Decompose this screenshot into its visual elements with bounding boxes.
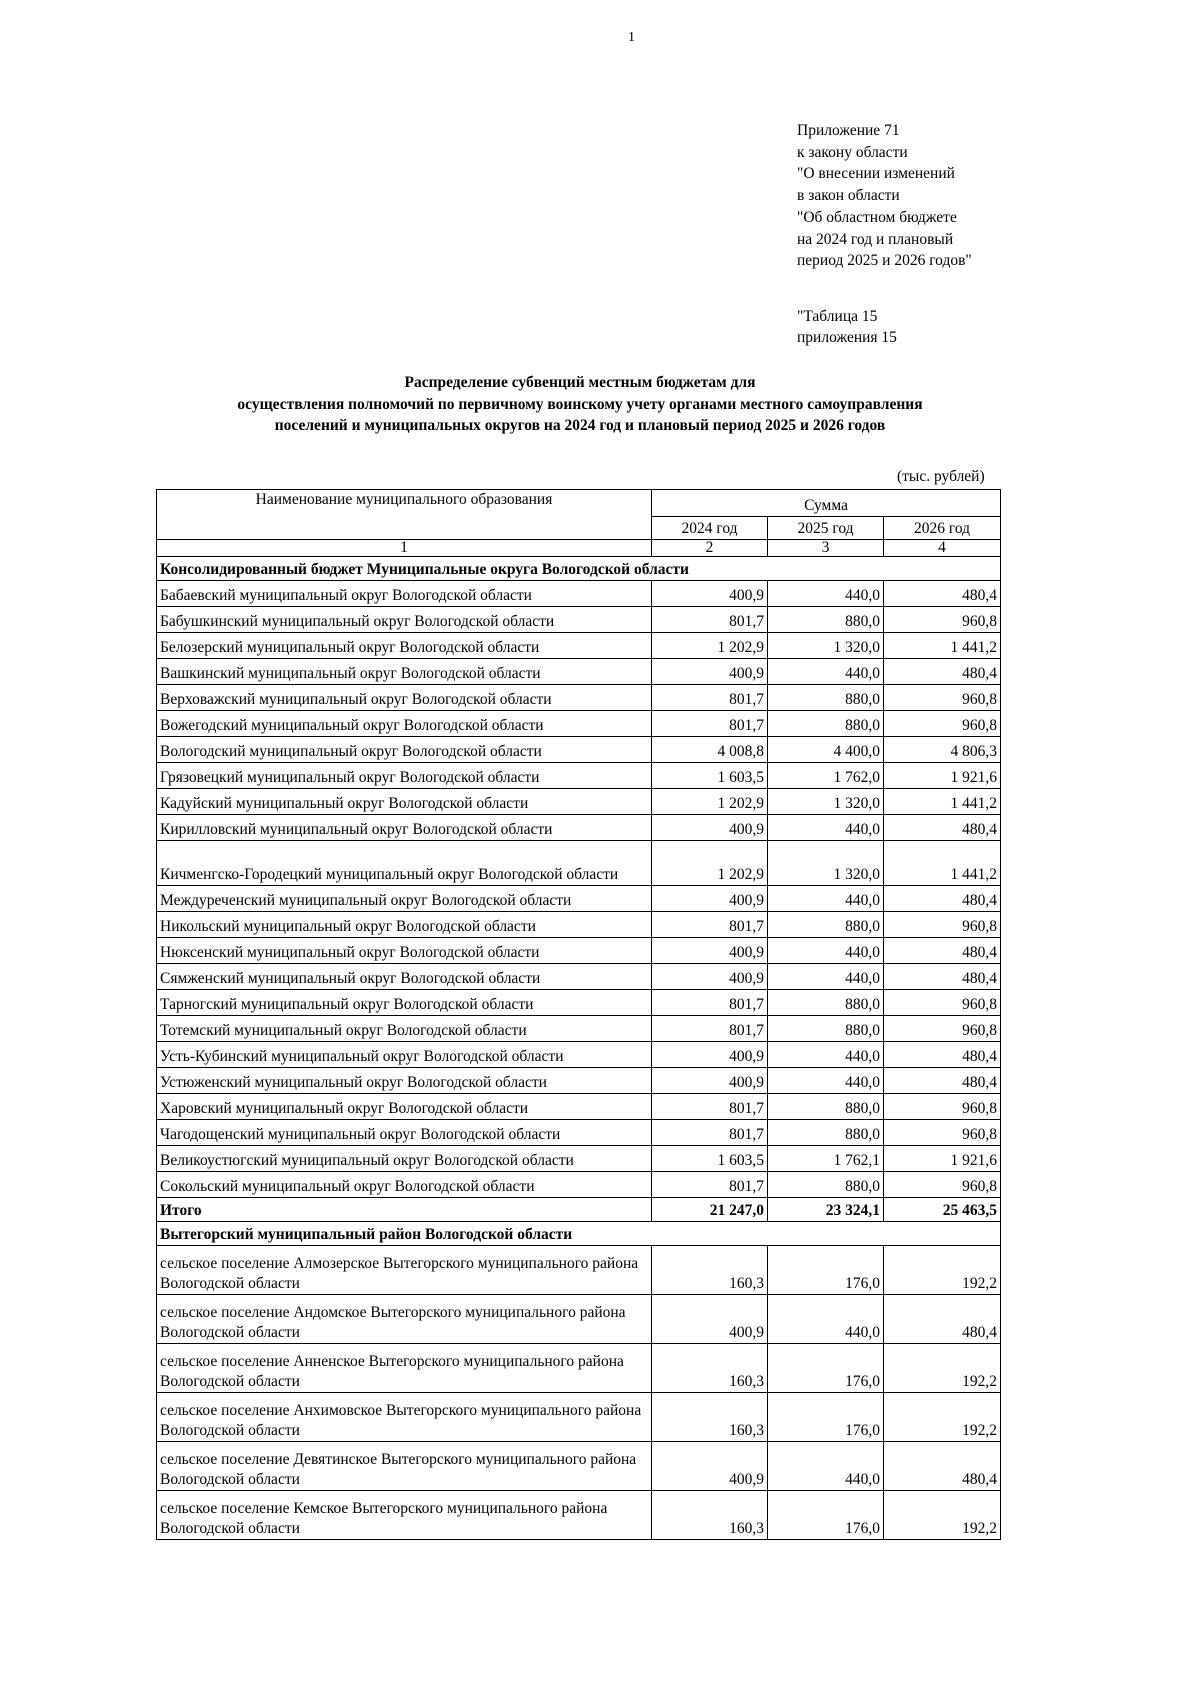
table-row (157, 737, 1001, 763)
header-year-2026: 2026 год (884, 517, 1001, 540)
table-row (157, 912, 1001, 938)
municipality-name: Сямженский муниципальный округ Вологодской области (157, 964, 652, 990)
municipality-name: Вожегодский муниципальный округ Вологодской области (157, 711, 652, 737)
amount-2025: 440,0 (768, 659, 884, 685)
table-ref-line: приложения 15 (797, 329, 897, 346)
header-year-2025: 2025 год (768, 517, 884, 540)
table-row (157, 581, 1001, 607)
table-row (157, 1491, 1001, 1540)
amount-2024: 400,9 (652, 815, 768, 841)
amount-2025: 440,0 (768, 886, 884, 912)
municipality-name: Харовский муниципальный округ Вологодской области (157, 1094, 652, 1120)
municipality-name: Усть-Кубинский муниципальный округ Вологодской области (157, 1042, 652, 1068)
table-row (157, 815, 1001, 841)
appendix-line: "Об областном бюджете (797, 208, 957, 226)
municipality-name: сельское поселение Алмозерское Вытегорского муниципального района Вологодской области (157, 1246, 652, 1295)
amount-2026: 192,2 (884, 1344, 1001, 1393)
amount-2024: 801,7 (652, 685, 768, 711)
municipality-name: Тарногский муниципальный округ Вологодской области (157, 990, 652, 1016)
amount-2025: 880,0 (768, 912, 884, 938)
amount-2024: 801,7 (652, 1172, 768, 1198)
section-header-row (157, 557, 1001, 581)
amount-2024: 801,7 (652, 1120, 768, 1146)
column-number: 4 (884, 540, 1001, 557)
municipality-name: сельское поселение Кемское Вытегорского муниципального района Вологодской области (157, 1491, 652, 1540)
table-row (157, 886, 1001, 912)
amount-2025: 1 320,0 (768, 841, 884, 886)
amount-2026: 1 921,6 (884, 1146, 1001, 1172)
table-reference (797, 306, 897, 348)
amount-2024: 21 247,0 (652, 1198, 768, 1222)
budget-table (156, 489, 1001, 1540)
table-row (157, 964, 1001, 990)
amount-2025: 880,0 (768, 607, 884, 633)
table-row (157, 841, 1001, 886)
amount-2024: 801,7 (652, 1094, 768, 1120)
amount-2025: 176,0 (768, 1393, 884, 1442)
amount-2026: 960,8 (884, 1094, 1001, 1120)
title-line: поселений и муниципальных округов на 2024 год и плановый период 2025 и 2026 годов (274, 417, 886, 434)
amount-2024: 1 603,5 (652, 1146, 768, 1172)
amount-2026: 960,8 (884, 685, 1001, 711)
municipality-name: Великоустюгский муниципальный округ Вологодской области (157, 1146, 652, 1172)
table-row (157, 1094, 1001, 1120)
table-row (157, 763, 1001, 789)
table-row (157, 633, 1001, 659)
title-line: осуществления полномочий по первичному воинскому учету органами местного самоуправления (237, 395, 923, 413)
amount-2025: 176,0 (768, 1246, 884, 1295)
amount-2024: 801,7 (652, 607, 768, 633)
amount-2026: 480,4 (884, 938, 1001, 964)
amount-2026: 4 806,3 (884, 737, 1001, 763)
table-row (157, 1344, 1001, 1393)
appendix-line: "О внесении изменений (797, 165, 955, 183)
table-row (157, 1042, 1001, 1068)
amount-2026: 1 441,2 (884, 633, 1001, 659)
amount-2026: 25 463,5 (884, 1198, 1001, 1222)
amount-2025: 1 762,0 (768, 763, 884, 789)
amount-2026: 480,4 (884, 886, 1001, 912)
table-row (157, 1016, 1001, 1042)
municipality-name: Тотемский муниципальный округ Вологодской области (157, 1016, 652, 1042)
column-number: 1 (157, 540, 652, 557)
table-row (157, 1172, 1001, 1198)
amount-2024: 160,3 (652, 1344, 768, 1393)
amount-2024: 801,7 (652, 990, 768, 1016)
amount-2026: 480,4 (884, 964, 1001, 990)
header-sum: Сумма (652, 490, 1001, 517)
amount-2024: 400,9 (652, 886, 768, 912)
amount-2024: 1 202,9 (652, 789, 768, 815)
municipality-name: Нюксенский муниципальный округ Вологодской области (157, 938, 652, 964)
municipality-name: сельское поселение Девятинское Вытегорского муниципального района Вологодской области (157, 1442, 652, 1491)
amount-2024: 160,3 (652, 1246, 768, 1295)
amount-2024: 1 603,5 (652, 763, 768, 789)
amount-2024: 400,9 (652, 659, 768, 685)
amount-2024: 1 202,9 (652, 633, 768, 659)
municipality-name: Белозерский муниципальный округ Вологодской области (157, 633, 652, 659)
table-row (157, 1442, 1001, 1491)
table-row (157, 659, 1001, 685)
amount-2025: 4 400,0 (768, 737, 884, 763)
amount-2026: 960,8 (884, 1120, 1001, 1146)
amount-2024: 400,9 (652, 964, 768, 990)
total-row (157, 1198, 1001, 1222)
amount-2025: 440,0 (768, 938, 884, 964)
amount-2024: 400,9 (652, 581, 768, 607)
title-line: Распределение субвенций местным бюджетам для (404, 374, 756, 391)
appendix-line: в закон области (797, 187, 900, 205)
header-name: Наименование муниципального образования (157, 490, 652, 540)
municipality-name: Бабушкинский муниципальный округ Вологодской области (157, 607, 652, 633)
amount-2024: 801,7 (652, 912, 768, 938)
document-title (150, 372, 1010, 437)
municipality-name: Кирилловский муниципальный округ Вологодской области (157, 815, 652, 841)
amount-2025: 880,0 (768, 1094, 884, 1120)
municipality-name: Верховажский муниципальный округ Вологодской области (157, 685, 652, 711)
table-row (157, 711, 1001, 737)
amount-2026: 960,8 (884, 711, 1001, 737)
amount-2026: 960,8 (884, 912, 1001, 938)
amount-2024: 400,9 (652, 1042, 768, 1068)
table-row (157, 990, 1001, 1016)
municipality-name: Вологодский муниципальный округ Вологодской области (157, 737, 652, 763)
appendix-line: период 2025 и 2026 годов" (797, 252, 972, 270)
amount-2025: 440,0 (768, 1042, 884, 1068)
amount-2025: 176,0 (768, 1344, 884, 1393)
amount-2024: 1 202,9 (652, 841, 768, 886)
table-row (157, 685, 1001, 711)
amount-2025: 1 320,0 (768, 633, 884, 659)
municipality-name: Устюженский муниципальный округ Вологодской области (157, 1068, 652, 1094)
table-header (157, 490, 1001, 557)
table-row (157, 607, 1001, 633)
section-title: Вытегорский муниципальный район Вологодской области (157, 1222, 1001, 1246)
amount-2025: 440,0 (768, 1295, 884, 1344)
municipality-name: Вашкинский муниципальный округ Вологодской области (157, 659, 652, 685)
table-row (157, 1246, 1001, 1295)
municipality-name: Бабаевский муниципальный округ Вологодской области (157, 581, 652, 607)
amount-2024: 400,9 (652, 938, 768, 964)
units-label: (тыс. рублей) (897, 468, 985, 485)
table-body (157, 557, 1001, 1540)
amount-2024: 160,3 (652, 1393, 768, 1442)
amount-2025: 880,0 (768, 685, 884, 711)
amount-2026: 960,8 (884, 1016, 1001, 1042)
amount-2026: 480,4 (884, 1068, 1001, 1094)
appendix-line: на 2024 год и плановый (797, 230, 954, 248)
amount-2026: 192,2 (884, 1246, 1001, 1295)
column-number: 3 (768, 540, 884, 557)
amount-2024: 801,7 (652, 1016, 768, 1042)
amount-2026: 960,8 (884, 1172, 1001, 1198)
appendix-reference (797, 120, 972, 272)
amount-2026: 1 921,6 (884, 763, 1001, 789)
municipality-name: Кадуйский муниципальный округ Вологодской области (157, 789, 652, 815)
amount-2026: 1 441,2 (884, 841, 1001, 886)
appendix-line: к закону области (797, 143, 908, 161)
amount-2025: 23 324,1 (768, 1198, 884, 1222)
amount-2026: 480,4 (884, 659, 1001, 685)
amount-2025: 880,0 (768, 711, 884, 737)
municipality-name: Сокольский муниципальный округ Вологодской области (157, 1172, 652, 1198)
table-row (157, 938, 1001, 964)
table-row (157, 1393, 1001, 1442)
amount-2025: 880,0 (768, 1016, 884, 1042)
amount-2025: 440,0 (768, 815, 884, 841)
table-row (157, 1295, 1001, 1344)
amount-2025: 880,0 (768, 1120, 884, 1146)
amount-2025: 1 320,0 (768, 789, 884, 815)
appendix-line: Приложение 71 (797, 122, 900, 139)
amount-2024: 400,9 (652, 1295, 768, 1344)
amount-2025: 440,0 (768, 1068, 884, 1094)
header-year-2024: 2024 год (652, 517, 768, 540)
municipality-name: Никольский муниципальный округ Вологодской области (157, 912, 652, 938)
table-row (157, 1146, 1001, 1172)
amount-2026: 480,4 (884, 1442, 1001, 1491)
amount-2026: 960,8 (884, 990, 1001, 1016)
column-number: 2 (652, 540, 768, 557)
amount-2025: 440,0 (768, 1442, 884, 1491)
amount-2026: 480,4 (884, 1295, 1001, 1344)
table-ref-line: "Таблица 15 (797, 308, 878, 325)
page-mark: 1 (628, 30, 635, 45)
amount-2026: 960,8 (884, 607, 1001, 633)
amount-2025: 880,0 (768, 990, 884, 1016)
municipality-name: Чагодощенский муниципальный округ Вологодской области (157, 1120, 652, 1146)
amount-2025: 880,0 (768, 1172, 884, 1198)
amount-2026: 480,4 (884, 1042, 1001, 1068)
table-row (157, 1068, 1001, 1094)
amount-2024: 400,9 (652, 1442, 768, 1491)
municipality-name: Грязовецкий муниципальный округ Вологодской области (157, 763, 652, 789)
amount-2025: 176,0 (768, 1491, 884, 1540)
municipality-name: Итого (157, 1198, 652, 1222)
amount-2026: 1 441,2 (884, 789, 1001, 815)
amount-2026: 192,2 (884, 1393, 1001, 1442)
municipality-name: Кичменгско-Городецкий муниципальный округ Вологодской области (157, 841, 652, 886)
municipality-name: сельское поселение Андомское Вытегорского муниципального района Вологодской области (157, 1295, 652, 1344)
municipality-name: сельское поселение Анхимовское Вытегорского муниципального района Вологодской области (157, 1393, 652, 1442)
section-title: Консолидированный бюджет Муниципальные округа Вологодской области (157, 557, 1001, 581)
amount-2024: 400,9 (652, 1068, 768, 1094)
amount-2024: 160,3 (652, 1491, 768, 1540)
amount-2024: 4 008,8 (652, 737, 768, 763)
table-row (157, 1120, 1001, 1146)
amount-2026: 192,2 (884, 1491, 1001, 1540)
amount-2024: 801,7 (652, 711, 768, 737)
municipality-name: сельское поселение Анненское Вытегорского муниципального района Вологодской области (157, 1344, 652, 1393)
amount-2025: 440,0 (768, 581, 884, 607)
municipality-name: Междуреченский муниципальный округ Вологодской области (157, 886, 652, 912)
amount-2026: 480,4 (884, 815, 1001, 841)
section-header-row (157, 1222, 1001, 1246)
amount-2025: 1 762,1 (768, 1146, 884, 1172)
table-row (157, 789, 1001, 815)
amount-2026: 480,4 (884, 581, 1001, 607)
amount-2025: 440,0 (768, 964, 884, 990)
